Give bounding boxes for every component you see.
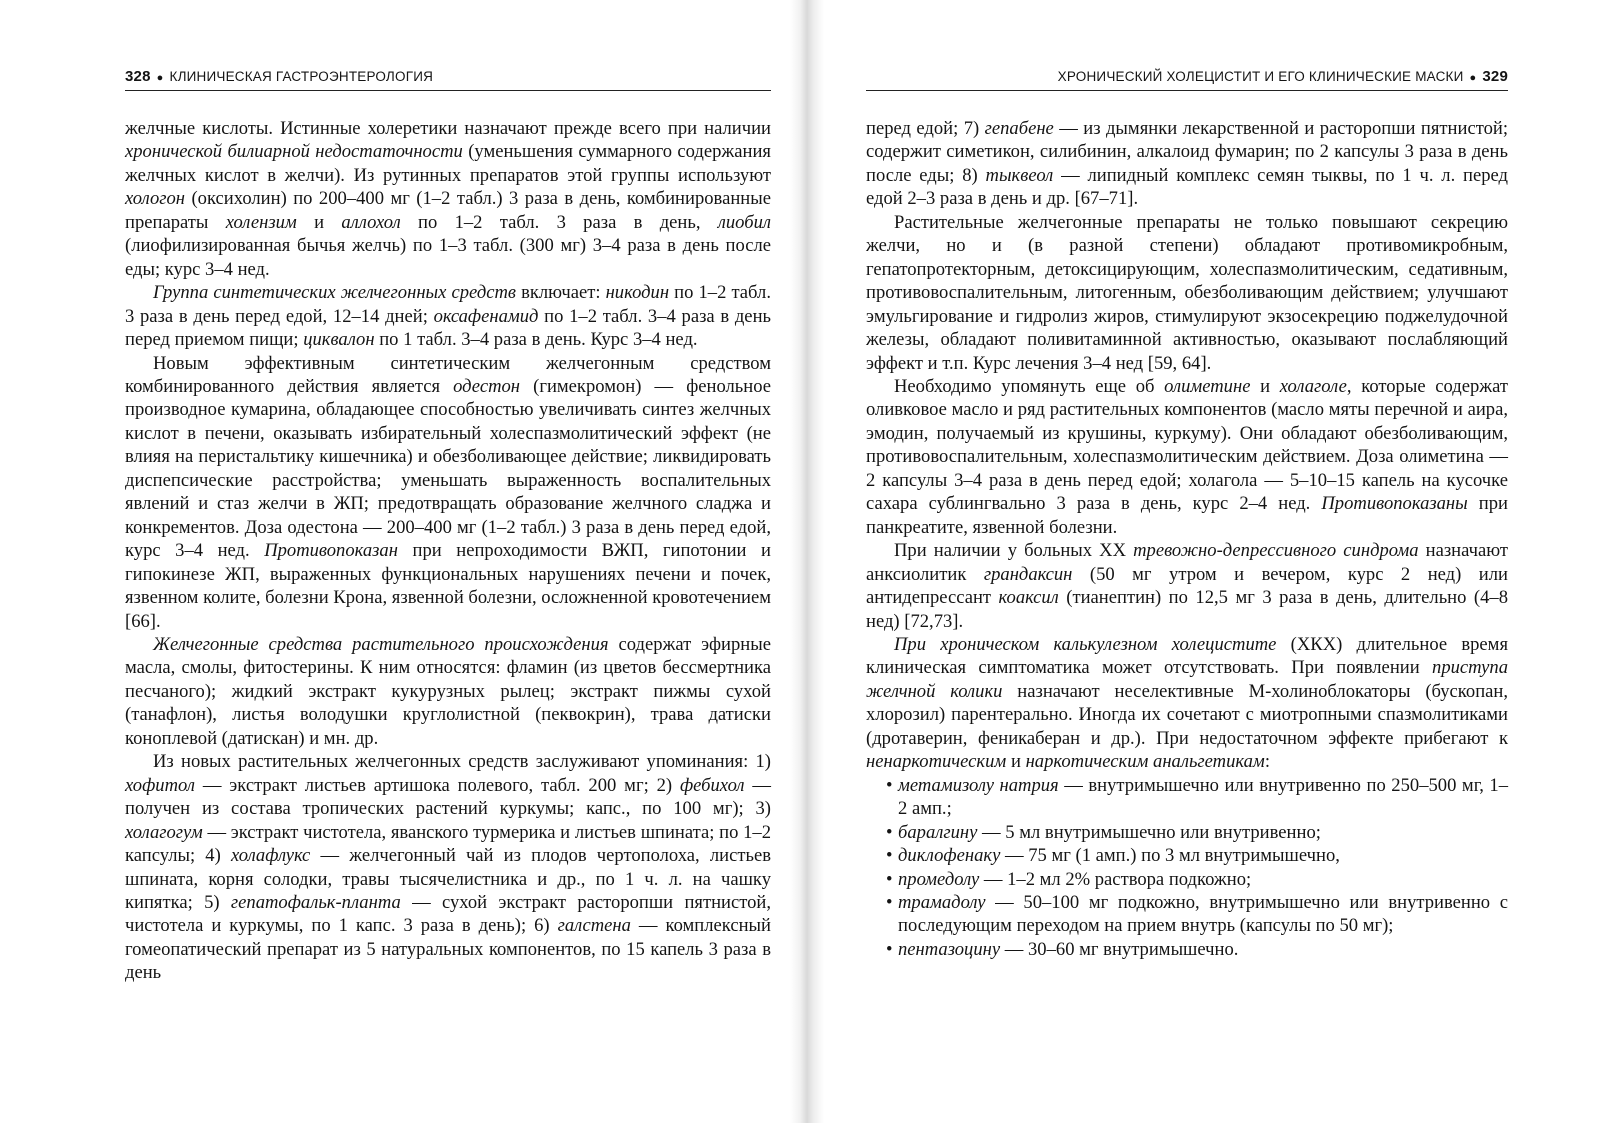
italic-term: При хроническом калькулезном холецистите	[894, 633, 1277, 655]
text-run: желчные кислоты. Истинные холеретики назначают прежде всего при наличии	[125, 118, 771, 139]
italic-term: Желчегонные средства растительного происхождения	[153, 633, 609, 655]
text-run: При наличии у больных ХХ	[894, 540, 1134, 562]
text-run: и	[1250, 375, 1280, 397]
list-item	[888, 774, 1508, 821]
italic-term: Группа синтетических желчегонных средств	[153, 282, 516, 304]
italic-term: одестон	[453, 375, 521, 397]
text-run: и	[296, 211, 342, 233]
text-run: (уменьшения суммарного содержания желчных кислот в желчи). Из рутинных препаратов этой группы используют	[125, 141, 771, 186]
header-bullet: ●	[1469, 72, 1477, 84]
text-run: назначают анксиолитик	[866, 540, 1508, 585]
left-running-title: КЛИНИЧЕСКАЯ ГАСТРОЭНТЕРОЛОГИЯ	[169, 69, 434, 84]
text-run: — липидный комплекс семян тыквы, по 1 ч. л. перед едой 2–3 раза в день и др. [67–71].	[866, 164, 1508, 210]
left-page-body	[125, 117, 771, 985]
italic-term: приступа желчной колики	[866, 657, 1508, 702]
text-run: (50 мг утром и вечером, курс 2 нед) или антидепрессант	[866, 563, 1508, 609]
text-run: Растительные желчегонные препараты не только повышают секрецию желчи, но и (в разной степени) обладают противомикробным, гепатопротекторным, детоксицирующим, холеспазмолитическим, седативным, противовоспалительным, литогенным, обезболивающим действием; улучшают эмульгирование и гидролиз жиров, стимулируют экзосекрецию поджелудочной железы, обладают поливитаминной активностью, оказывают послабляющий эффект и т.п. Курс лечения 3–4 нед [59, 64].	[866, 211, 1508, 374]
right-running-title: ХРОНИЧЕСКИЙ ХОЛЕЦИСТИТ И ЕГО КЛИНИЧЕСКИЕ МАСКИ	[1057, 69, 1464, 84]
italic-term: наркотическим анальгетикам	[1025, 751, 1265, 773]
paragraph	[866, 539, 1508, 633]
text-run: по 1–2 табл. 3–4 раза в день перед приемом пищи;	[125, 305, 771, 351]
italic-term: олиметине	[1164, 375, 1251, 397]
text-run: , которые содержат оливковое масло и ряд растительных компонентов (масло мяты перечной и аира, эмодин, получаемый из крушины, куркуму). Они обладают обезболивающим, противовоспалительным, холеспазмолитическим действием. Доза олиметина — 2 капсулы 3–4 раза в день перед едой; холагола — 5–10–15 капель на кусочке сахара сублингвально 3 раза в день, курс 2–4 нед.	[866, 375, 1509, 515]
list-item	[888, 891, 1508, 938]
italic-term: пентазоцину	[898, 938, 1001, 960]
text-run: по 1–2 табл. 3 раза в день,	[400, 211, 718, 233]
italic-term: никодин	[605, 282, 670, 304]
text-run: (гимекромон) — фенольное производное кумарина, обладающее способностью увеличивать синтез желчных кислот в печени, оказывать избирательный холеспазмолитический эффект (не влияя на перистальтику кишечника) и обезболивающее действие; ликвидировать диспепсические расстройства; уменьшать выраженность воспалительных явлений и стаз желчи в ЖП; предотвращать образование желчного сладжа и конкрементов. Доза одестона — 200–400 мг (1–2 табл.) 3 раза в день перед едой, курс 3–4 нед.	[125, 375, 771, 562]
text-run: Необходимо упомянуть еще об	[894, 375, 1165, 397]
italic-term: холагогум	[125, 821, 203, 843]
italic-term: метамизолу натрия	[898, 774, 1059, 796]
text-run: — 30–60 мг внутримышечно.	[1000, 938, 1239, 960]
paragraph	[866, 375, 1508, 539]
text-run: :	[1264, 751, 1270, 773]
italic-term: Противопоказаны	[1321, 493, 1468, 515]
text-run: — желчегонный чай из плодов чертополоха, листьев шпината, корня солодки, травы тысячелистника и др., по 1 ч. л. на чашку кипятка; 5)	[125, 845, 771, 913]
italic-term: галстена	[557, 915, 631, 937]
italic-term: холаголе	[1279, 375, 1347, 397]
paragraph	[125, 750, 771, 985]
left-running-head	[125, 68, 771, 91]
text-run: — из дымянки лекарственной и расторопши пятнистой; содержит симетикон, силибинин, алкалоид фумарин; по 2 капсулы 3 раза в день после еды; 8)	[866, 118, 1508, 186]
analgesics-list	[866, 774, 1508, 962]
paragraph	[125, 281, 771, 351]
italic-term: трамадолу	[898, 891, 986, 913]
italic-term: гепатофальк-планта	[230, 891, 401, 913]
paragraph	[866, 633, 1508, 774]
right-page-body	[866, 117, 1508, 961]
text-run: — 5 мл внутримышечно или внутривенно;	[977, 821, 1321, 843]
italic-term: хофитол	[125, 774, 195, 796]
text-run: — 1–2 мл 2% раствора подкожно;	[979, 868, 1252, 890]
italic-term: тыквеол	[985, 164, 1054, 186]
text-run: — внутримышечно или внутривенно по 250–500 мг, 1–2 амп.;	[898, 774, 1509, 820]
text-run: Из новых растительных желчегонных средств заслуживают упоминания: 1)	[153, 751, 771, 773]
paragraph	[866, 117, 1508, 211]
italic-term: промедолу	[898, 868, 980, 890]
text-run: по 1–2 табл. 3 раза в день перед едой, 12–14 дней;	[125, 282, 771, 327]
text-run: (ХКХ) длительное время клиническая симптоматика может отсутствовать. При появлении	[866, 633, 1508, 679]
italic-term: тревожно-депрессивного синдрома	[1133, 540, 1419, 562]
text-run: — получен из состава тропических растений куркумы; капс., по 100 мг); 3)	[125, 774, 771, 820]
italic-term: хронической билиарной недостаточности	[125, 141, 463, 163]
italic-term: диклофенаку	[898, 845, 1001, 867]
paragraph	[125, 633, 771, 750]
text-run: — экстракт листьев артишока полевого, табл. 200 мг; 2)	[194, 774, 680, 796]
paragraph	[125, 352, 771, 633]
italic-term: хологон	[125, 188, 186, 210]
right-running-head	[866, 68, 1508, 91]
text-run: назначают неселективные М-холиноблокаторы (бускопан, хлорозил) парентерально. Иногда их сочетают с миотропными спазмолитиками (дротаверин, феникаберан и др.). При недостаточном эффекте прибегают к	[866, 680, 1508, 749]
text-run: (тианептин) по 12,5 мг 3 раза в день, длительно (4–8 нед) [72,73].	[866, 587, 1509, 632]
list-item	[888, 938, 1508, 961]
italic-term: гепабене	[984, 118, 1054, 139]
paragraph	[125, 117, 771, 281]
list-item	[888, 821, 1508, 844]
text-run: (лиофилизированная бычья желчь) по 1–3 табл. (300 мг) 3–4 раза в день после еды; курс 3–4 нед.	[125, 235, 771, 280]
italic-term: фебихол	[679, 774, 745, 796]
text-run: содержат эфирные масла, смолы, фитостерины. К ним относятся: фламин (из цветов бессмертника песчаного); жидкий экстракт кукурузных рылец; экстракт пижмы сухой (танафлон), листья володушки круглолистной (пеквокрин), трава датиски коноплевой (датискан) и мн. др.	[125, 633, 772, 749]
list-item	[888, 868, 1508, 891]
text-run: — комплексный гомеопатический препарат из 5 натуральных компонентов, по 15 капель 3 раза в день	[125, 915, 771, 984]
italic-term: циквалон	[303, 329, 375, 351]
text-run: и	[1006, 751, 1026, 773]
text-run: — экстракт чистотела, яванского турмерика и листьев шпината; по 1–2 капсулы; 4)	[125, 821, 771, 867]
text-run: — 50–100 мг подкожно, внутримышечно или внутривенно с последующим переходом на прием внутрь (капсулы по 50 мг);	[898, 891, 1508, 937]
text-run: — 75 мг (1 амп.) по 3 мл внутримышечно,	[1000, 845, 1340, 867]
italic-term: холензим	[225, 211, 297, 233]
italic-term: грандаксин	[983, 563, 1073, 585]
left-page-number: 328	[125, 68, 151, 85]
italic-term: оксафенамид	[433, 305, 539, 327]
header-bullet: ●	[156, 72, 164, 84]
italic-term: баралгину	[898, 821, 978, 843]
italic-term: холафлукс	[230, 845, 311, 867]
text-run: (оксихолин) по 200–400 мг (1–2 табл.) 3 раза в день, комбинированные препараты	[125, 188, 771, 233]
list-item	[888, 844, 1508, 867]
italic-term: аллохол	[341, 211, 401, 233]
text-run: при непроходимости ВЖП, гипотонии и гипокинезе ЖП, выраженных функциональных нарушениях печени и почек, язвенном колите, болезни Крона, язвенной болезни, осложненной кровотечением [66].	[125, 540, 771, 632]
italic-term: Противопоказан	[264, 540, 398, 562]
paragraph	[866, 211, 1508, 375]
text-run: при панкреатите, язвенной болезни.	[866, 493, 1508, 538]
book-gutter	[790, 0, 824, 1123]
text-run: — сухой экстракт расторопши пятнистой, чистотела и куркумы, по 1 капс. 3 раза в день); 6)	[125, 891, 771, 937]
text-run: Новым эффективным синтетическим желчегонным средством комбинированного действия является	[125, 352, 771, 397]
italic-term: лиобил	[717, 211, 771, 233]
italic-term: ненаркотическим	[866, 751, 1007, 773]
right-page-number: 329	[1482, 68, 1508, 85]
text-run: перед едой; 7)	[866, 118, 985, 139]
text-run: включает:	[515, 282, 606, 304]
text-run: по 1 табл. 3–4 раза в день. Курс 3–4 нед.	[374, 329, 698, 351]
italic-term: коаксил	[998, 587, 1059, 609]
